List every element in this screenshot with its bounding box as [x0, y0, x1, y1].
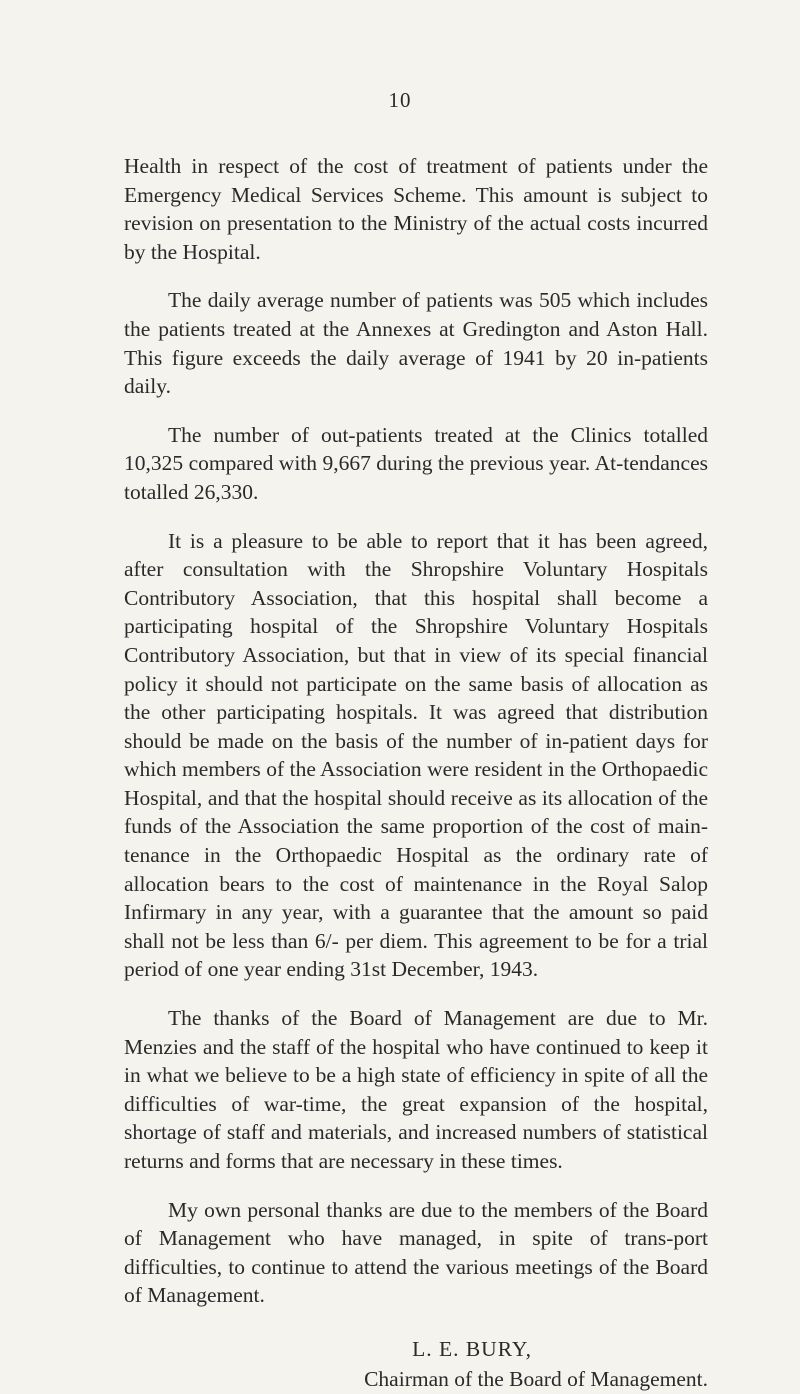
paragraph-out-patients: The number of out-patients treated at the Clinics totalled 10,325 compared with 9,667 during the previous year. At-tendances totalled 26,330. — [124, 422, 708, 504]
report-body — [124, 152, 708, 1394]
paragraph-thanks-staff: The thanks of the Board of Management are due to Mr. Menzies and the staff of the hospital who have continued to keep it in what we believe to be a high state of efficiency in spite of all the difficulties of war-time, the great expansion of the hospital, shortage of staff and materials, and increased numbers of statistical returns and forms that are necessary in these times. — [124, 1006, 708, 1173]
paragraph-personal-thanks: My own personal thanks are due to the members of the Board of Management who have managed, in spite of trans-port difficulties, to continue to attend the various meetings of the Board of Management. — [124, 1197, 708, 1308]
signatory-name: L. E. BURY, — [412, 1336, 532, 1361]
signatory-title: Chairman of the Board of Management. — [364, 1366, 708, 1391]
signature-block — [124, 1334, 708, 1394]
paragraph-treatment-cost: Health in respect of the cost of treatment of patients under the Emergency Medical Services Scheme. This amount is subject to revision on presentation to the Ministry of the actual costs incurred by the Hospital. — [124, 154, 708, 264]
page-number: 10 — [388, 88, 412, 112]
paragraph-daily-average: The daily average number of patients was 505 which includes the patients treated at the Annexes at Gredington and Aston Hall. This figure exceeds the daily average of 1941 by 20 in-patients daily. — [124, 288, 708, 399]
paragraph-contributory-association: It is a pleasure to be able to report that it has been agreed, after consultation with the Shropshire Voluntary Hospitals Contributory Association, that this hospital shall become a participating hospital of the Shropshire Voluntary Hospitals Contributory Association, but that in view of its special financial policy it should not participate on the same basis of allocation as the other participating hospitals. It was agreed that distribution should be made on the basis of the number of in-patient days for which members of the Association were resident in the Orthopaedic Hospital, and that the hospital should receive as its allocation of the funds of the Association the same proportion of the cost of main-tenance in the Orthopaedic Hospital as the ordinary rate of allocation bears to the cost of maintenance in the Royal Salop Infirmary in any year, with a guarantee that the amount so paid shall not be less than 6/- per diem. This agreement to be for a trial period of one year ending 31st December, 1943. — [124, 528, 708, 982]
